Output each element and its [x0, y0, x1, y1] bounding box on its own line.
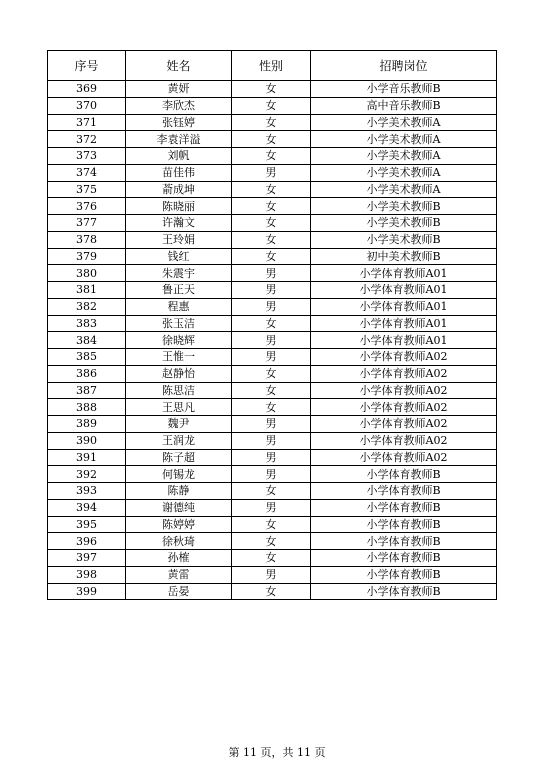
table-row	[48, 483, 497, 500]
cell-gender: 男	[232, 466, 311, 483]
cell-name: 许瀚文	[126, 215, 232, 232]
cell-serial-number: 372	[48, 131, 126, 148]
cell-serial-number: 397	[48, 550, 126, 567]
cell-gender: 男	[232, 164, 311, 181]
table-row	[48, 181, 497, 198]
header-name: 姓名	[126, 51, 232, 81]
cell-gender: 男	[232, 432, 311, 449]
cell-position: 小学体育教师B	[311, 583, 497, 600]
cell-gender: 女	[232, 81, 311, 98]
cell-serial-number: 370	[48, 97, 126, 114]
table-row	[48, 416, 497, 433]
cell-name: 王玲娟	[126, 231, 232, 248]
cell-name: 陈婷婷	[126, 516, 232, 533]
table-row	[48, 550, 497, 567]
cell-serial-number: 398	[48, 566, 126, 583]
cell-serial-number: 387	[48, 382, 126, 399]
table-row	[48, 131, 497, 148]
cell-name: 朱震宇	[126, 265, 232, 282]
table-body	[48, 81, 497, 600]
cell-gender: 男	[232, 265, 311, 282]
cell-position: 小学体育教师B	[311, 566, 497, 583]
header-gender: 性别	[232, 51, 311, 81]
cell-gender: 男	[232, 499, 311, 516]
cell-name: 张钰婷	[126, 114, 232, 131]
cell-position: 小学美术教师A	[311, 181, 497, 198]
cell-serial-number: 386	[48, 365, 126, 382]
cell-name: 李欣杰	[126, 97, 232, 114]
cell-serial-number: 380	[48, 265, 126, 282]
cell-gender: 女	[232, 550, 311, 567]
cell-position: 小学体育教师A02	[311, 349, 497, 366]
cell-serial-number: 388	[48, 399, 126, 416]
cell-position: 小学体育教师A02	[311, 382, 497, 399]
cell-gender: 女	[232, 365, 311, 382]
cell-name: 陈静	[126, 483, 232, 500]
cell-position: 高中音乐教师B	[311, 97, 497, 114]
cell-position: 小学体育教师A01	[311, 265, 497, 282]
table-row	[48, 399, 497, 416]
cell-position: 小学体育教师A02	[311, 365, 497, 382]
cell-serial-number: 399	[48, 583, 126, 600]
cell-serial-number: 377	[48, 215, 126, 232]
cell-gender: 女	[232, 533, 311, 550]
cell-position: 小学体育教师A02	[311, 399, 497, 416]
cell-position: 小学体育教师A01	[311, 315, 497, 332]
cell-serial-number: 383	[48, 315, 126, 332]
cell-serial-number: 379	[48, 248, 126, 265]
cell-name: 张玉洁	[126, 315, 232, 332]
table-row	[48, 382, 497, 399]
table-row	[48, 466, 497, 483]
table-row	[48, 198, 497, 215]
cell-position: 小学体育教师B	[311, 516, 497, 533]
table-row	[48, 449, 497, 466]
table-row	[48, 332, 497, 349]
cell-name: 陈晓丽	[126, 198, 232, 215]
cell-name: 徐秋琦	[126, 533, 232, 550]
table-row	[48, 282, 497, 299]
cell-position: 小学体育教师B	[311, 466, 497, 483]
cell-serial-number: 375	[48, 181, 126, 198]
cell-position: 小学体育教师B	[311, 550, 497, 567]
cell-name: 萮成坤	[126, 181, 232, 198]
cell-name: 孙榷	[126, 550, 232, 567]
table-row	[48, 432, 497, 449]
cell-position: 小学体育教师A01	[311, 332, 497, 349]
table-row	[48, 97, 497, 114]
cell-gender: 女	[232, 583, 311, 600]
cell-position: 小学美术教师B	[311, 231, 497, 248]
cell-name: 王惟一	[126, 349, 232, 366]
cell-serial-number: 392	[48, 466, 126, 483]
cell-serial-number: 374	[48, 164, 126, 181]
cell-gender: 女	[232, 198, 311, 215]
cell-gender: 女	[232, 382, 311, 399]
cell-name: 黄妍	[126, 81, 232, 98]
cell-serial-number: 384	[48, 332, 126, 349]
cell-gender: 女	[232, 97, 311, 114]
cell-name: 苗佳伟	[126, 164, 232, 181]
cell-gender: 女	[232, 483, 311, 500]
table-row	[48, 231, 497, 248]
cell-serial-number: 376	[48, 198, 126, 215]
cell-position: 小学音乐教师B	[311, 81, 497, 98]
cell-gender: 女	[232, 516, 311, 533]
cell-gender: 男	[232, 349, 311, 366]
cell-gender: 女	[232, 181, 311, 198]
cell-serial-number: 373	[48, 148, 126, 165]
cell-name: 钱红	[126, 248, 232, 265]
cell-serial-number: 389	[48, 416, 126, 433]
cell-serial-number: 369	[48, 81, 126, 98]
cell-name: 何锡龙	[126, 466, 232, 483]
cell-serial-number: 391	[48, 449, 126, 466]
cell-position: 小学体育教师B	[311, 533, 497, 550]
cell-name: 陈思洁	[126, 382, 232, 399]
cell-gender: 女	[232, 231, 311, 248]
cell-gender: 男	[232, 449, 311, 466]
cell-gender: 女	[232, 114, 311, 131]
table-row	[48, 114, 497, 131]
cell-gender: 男	[232, 332, 311, 349]
table-row	[48, 566, 497, 583]
cell-name: 徐晓辉	[126, 332, 232, 349]
cell-gender: 女	[232, 148, 311, 165]
cell-position: 初中美术教师B	[311, 248, 497, 265]
table-header	[48, 51, 497, 81]
table-row	[48, 298, 497, 315]
cell-serial-number: 382	[48, 298, 126, 315]
table-row	[48, 365, 497, 382]
cell-serial-number: 395	[48, 516, 126, 533]
cell-position: 小学美术教师B	[311, 198, 497, 215]
table-row	[48, 315, 497, 332]
cell-name: 王润龙	[126, 432, 232, 449]
cell-position: 小学美术教师A	[311, 148, 497, 165]
cell-position: 小学体育教师B	[311, 483, 497, 500]
cell-gender: 女	[232, 131, 311, 148]
table-row	[48, 148, 497, 165]
cell-name: 鲁正天	[126, 282, 232, 299]
cell-position: 小学美术教师A	[311, 114, 497, 131]
cell-gender: 女	[232, 248, 311, 265]
cell-gender: 女	[232, 215, 311, 232]
cell-serial-number: 385	[48, 349, 126, 366]
cell-gender: 男	[232, 566, 311, 583]
cell-position: 小学体育教师A02	[311, 432, 497, 449]
cell-serial-number: 378	[48, 231, 126, 248]
cell-name: 李袁洋溢	[126, 131, 232, 148]
table-row	[48, 265, 497, 282]
cell-serial-number: 371	[48, 114, 126, 131]
table-row	[48, 164, 497, 181]
cell-serial-number: 396	[48, 533, 126, 550]
cell-gender: 男	[232, 298, 311, 315]
cell-name: 谢德纯	[126, 499, 232, 516]
table-row	[48, 81, 497, 98]
table-row	[48, 248, 497, 265]
cell-name: 程惠	[126, 298, 232, 315]
cell-serial-number: 390	[48, 432, 126, 449]
cell-position: 小学美术教师A	[311, 131, 497, 148]
cell-gender: 男	[232, 282, 311, 299]
cell-position: 小学体育教师B	[311, 499, 497, 516]
header-position: 招聘岗位	[311, 51, 497, 81]
cell-serial-number: 393	[48, 483, 126, 500]
cell-position: 小学美术教师B	[311, 215, 497, 232]
cell-name: 岳晏	[126, 583, 232, 600]
cell-serial-number: 381	[48, 282, 126, 299]
roster-table	[47, 50, 497, 600]
cell-name: 王思凡	[126, 399, 232, 416]
cell-position: 小学体育教师A01	[311, 282, 497, 299]
cell-position: 小学体育教师A02	[311, 449, 497, 466]
cell-position: 小学体育教师A01	[311, 298, 497, 315]
cell-gender: 女	[232, 315, 311, 332]
page-footer: 第 11 页，共 11 页	[228, 746, 326, 759]
header-serial-number: 序号	[48, 51, 126, 81]
cell-name: 赵静怡	[126, 365, 232, 382]
header-row	[48, 51, 497, 81]
table-row	[48, 533, 497, 550]
cell-name: 魏尹	[126, 416, 232, 433]
cell-name: 刘帆	[126, 148, 232, 165]
table-row	[48, 516, 497, 533]
cell-serial-number: 394	[48, 499, 126, 516]
table-row	[48, 499, 497, 516]
cell-gender: 女	[232, 399, 311, 416]
cell-name: 黄雷	[126, 566, 232, 583]
cell-position: 小学美术教师A	[311, 164, 497, 181]
cell-gender: 男	[232, 416, 311, 433]
table-row	[48, 215, 497, 232]
cell-position: 小学体育教师A02	[311, 416, 497, 433]
table-row	[48, 583, 497, 600]
cell-name: 陈子超	[126, 449, 232, 466]
table-row	[48, 349, 497, 366]
